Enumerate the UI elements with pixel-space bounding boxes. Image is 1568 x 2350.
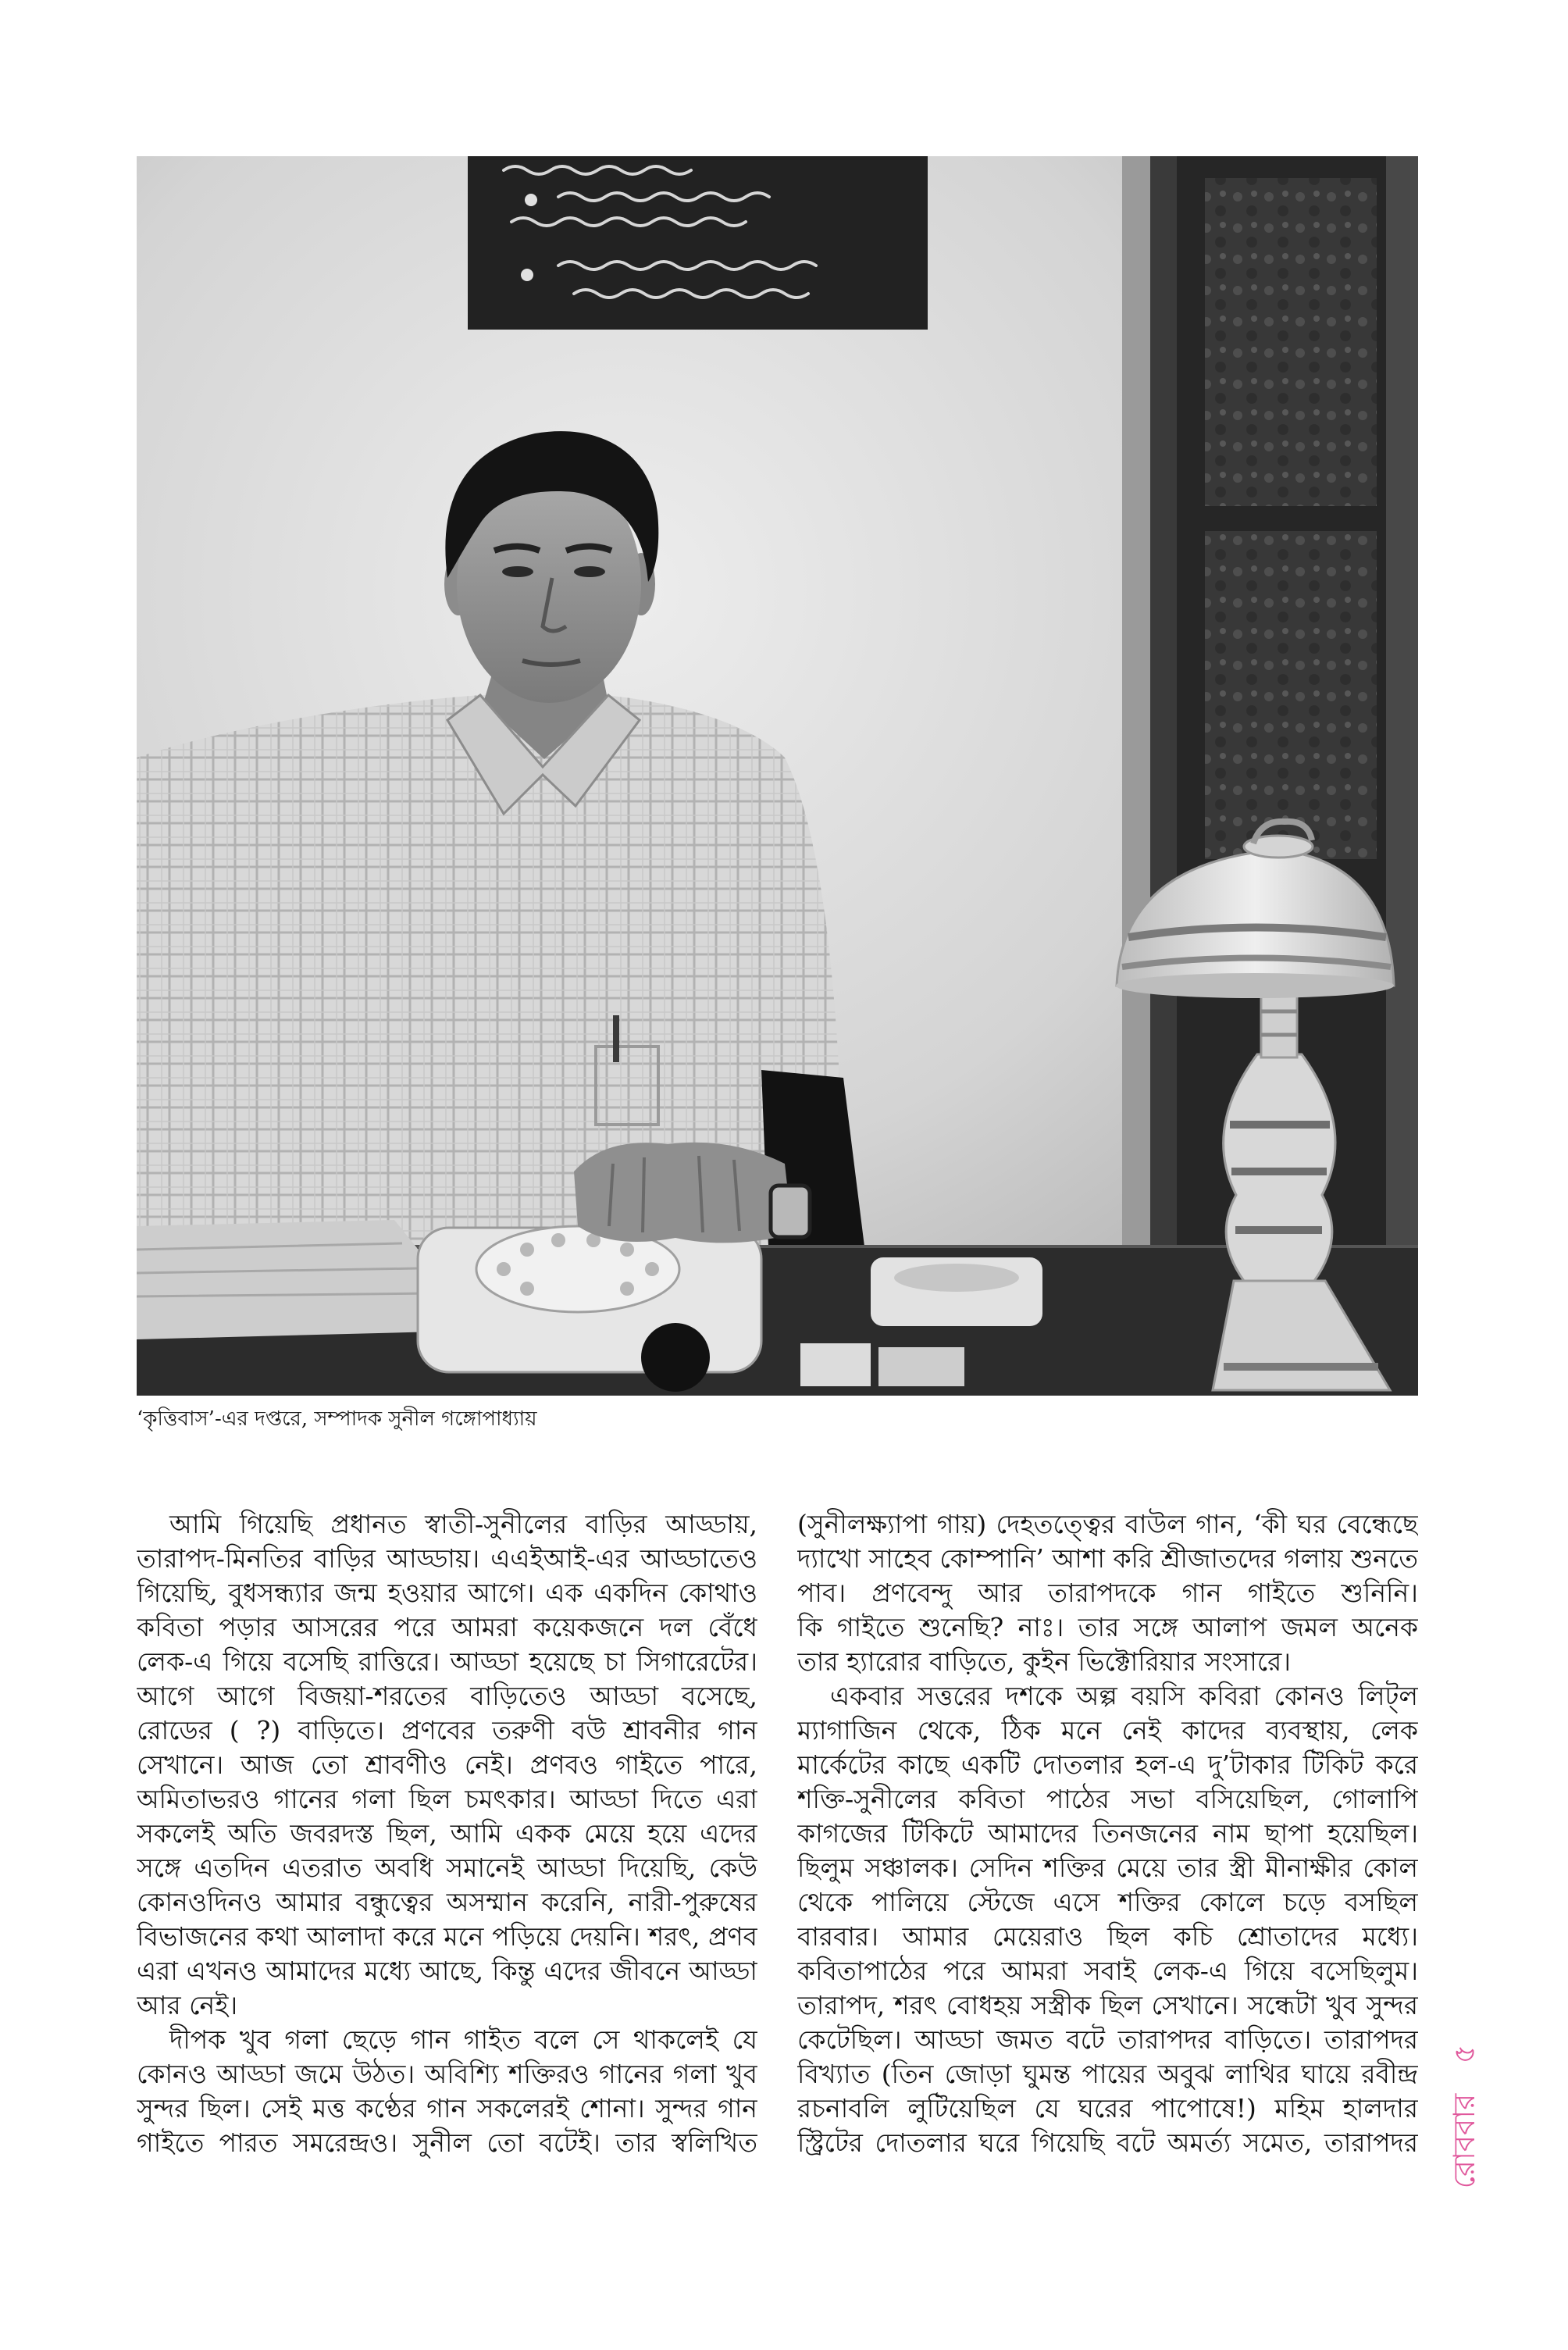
- article-line: আমি গিয়েছি প্রধানত স্বাতী-সুনীলের বাড়ির আড্ডায়,: [169, 1509, 757, 1539]
- small-boxes: [800, 1343, 964, 1386]
- telephone: [418, 1226, 761, 1372]
- article-line: বারবার। আমার মেয়েরাও ছিল কচি শ্রোতাদের মধ্যে।: [797, 1921, 1418, 1952]
- article-column-left: [137, 1507, 757, 2160]
- article-line: দীপক খুব গলা ছেড়ে গান গাইত বলে সে থাকলেই যে: [169, 2024, 757, 2055]
- article-line: শক্তি-সুনীলের কবিতা পাঠের সভা বসিয়েছিল, গোলাপি: [797, 1784, 1418, 1814]
- wristwatch: [771, 1186, 810, 1237]
- article-line: এরা এখনও আমাদের মধ্যে আছে, কিন্তু এদের জীবনে আড্ডা: [137, 1956, 757, 1986]
- article-line: কবিতা পড়ার আসরের পরে আমরা কয়েকজনে দল বেঁধে: [137, 1612, 757, 1642]
- article-line: লেক-এ গিয়ে বসেছি রাত্তিরে। আড্ডা হয়েছে চা সিগারেটের।: [137, 1646, 757, 1677]
- article-line: সুন্দর ছিল। সেই মত্ত কণ্ঠের গান সকলেরই শোনা। সুন্দর গান: [137, 2093, 757, 2124]
- article-line: তার হ্যারোর বাড়িতে, কুইন ভিক্টোরিয়ার সংসারে।: [797, 1646, 1292, 1677]
- article-line: সঙ্গে এতদিন এতরাত অবধি সমানেই আড্ডা দিয়েছি, কেউ: [137, 1853, 757, 1883]
- article-line: কোনওদিনও আমার বন্ধুত্বের অসম্মান করেনি, নারী-পুরুষের: [137, 1887, 757, 1917]
- article-line: সেখানে। আজ তো শ্রাবণীও নেই। প্রণবও গাইতে পারে,: [137, 1749, 757, 1780]
- article-line: ম্যাগাজিন থেকে, ঠিক মনে নেই কাদের ব্যবস্থায়, লেক: [797, 1715, 1418, 1746]
- paperweight: [641, 1323, 710, 1392]
- article-line: অমিতাভরও গানের গলা ছিল চমৎকার। আড্ডা দিতে এরা: [137, 1784, 757, 1814]
- article-line: ছিলুম সঞ্চালক। সেদিন শক্তির মেয়ে তার স্ত্রী মীনাক্ষীর কোল: [797, 1853, 1418, 1883]
- eye-left: [502, 566, 533, 577]
- article-line: কোনও আড্ডা জমে উঠত। অবিশ্যি শক্তিরও গানের গলা খুব: [137, 2059, 757, 2089]
- article-line: গিয়েছি, বুধসন্ধ্যার জন্ম হওয়ার আগে। এক একদিন কোথাও: [137, 1578, 757, 1608]
- article-line: কেটেছিল। আড্ডা জমত বটে তারাপদর বাড়িতে। তারাপদর: [797, 2024, 1418, 2055]
- hands: [574, 1143, 793, 1243]
- article-line: রচনাবলি লুটিয়েছিল যে ঘরের পাপোষে!) মহিম হালদার: [797, 2093, 1418, 2124]
- article-line: পাব। প্রণবেন্দু আর তারাপদকে গান গাইতে শুনিনি।: [797, 1578, 1418, 1608]
- eye-right: [574, 566, 605, 577]
- article-line: দ্যাখো সাহেব কোম্পানি’ আশা করি শ্রীজাতদের গলায় শুনতে: [797, 1543, 1418, 1574]
- article-line: একবার সত্তরের দশকে অল্প বয়সি কবিরা কোনও লিট্‌ল: [830, 1681, 1418, 1711]
- article-line: কবিতাপাঠের পরে আমরা সবাই লেক-এ গিয়ে বসেছিলুম।: [797, 1956, 1418, 1986]
- photo: [137, 156, 1418, 1396]
- article-line: মার্কেটের কাছে একটি দোতলার হল-এ দু’টাকার টিকিট করে: [797, 1749, 1418, 1780]
- folio-magazine-name: রোববার: [1447, 2093, 1481, 2189]
- article-line: (সুনীলক্ষ্যাপা গায়) দেহতত্ত্বের বাউল গান, ‘কী ঘর বেন্ধেছে: [797, 1509, 1418, 1539]
- ashtray: [871, 1257, 1042, 1326]
- article-line: রোডের ( ?) বাড়িতে। প্রণবের তরুণী বউ শ্রাবনীর গান: [137, 1715, 757, 1746]
- article-line: আগে আগে বিজয়া-শরতের বাড়িতেও আড্ডা বসেছে,: [137, 1681, 757, 1711]
- article-line: তারাপদ-মিনতির বাড়ির আড্ডায়। এএইআই-এর আড্ডাতেও: [137, 1543, 757, 1574]
- article-line: কাগজের টিকিটে আমাদের তিনজনের নাম ছাপা হয়েছিল।: [797, 1818, 1418, 1849]
- notice-board: [468, 156, 928, 330]
- photo-caption: ‘কৃত্তিবাস’-এর দপ্তরে, সম্পাদক সুনীল গঙ্গোপাধ্যায়: [137, 1407, 537, 1431]
- article-line: আর নেই।: [137, 1990, 238, 2020]
- article-column-right: [797, 1507, 1418, 2160]
- article-line: থেকে পালিয়ে স্টেজে এসে শক্তির কোলে চড়ে বসছিল: [797, 1887, 1418, 1917]
- article-line: গাইতে পারত সমরেন্দ্রও। সুনীল তো বটেই। তার স্বলিখিত: [137, 2127, 757, 2158]
- article-line: তারাপদ, শরৎ বোধহয় সস্ত্রীক ছিল সেখানে। সন্ধেটা খুব সুন্দর: [797, 1990, 1418, 2020]
- article-line: কি গাইতে শুনেছি? নাঃ। তার সঙ্গে আলাপ জমল অনেক: [797, 1612, 1418, 1642]
- article-line: বিখ্যাত (তিন জোড়া ঘুমন্ত পায়ের অবুঝ লাথির ঘায়ে রবীন্দ্র: [797, 2059, 1418, 2089]
- papers: [137, 1220, 437, 1339]
- folio-page-number: ৫: [1447, 2045, 1481, 2064]
- article-line: স্ট্রিটের দোতলার ঘরে গিয়েছি বটে অমর্ত্য সমেত, তারাপদর: [797, 2127, 1418, 2158]
- folio: [1446, 2045, 1482, 2188]
- pen: [613, 1015, 619, 1062]
- article-line: বিভাজনের কথা আলাদা করে মনে পড়িয়ে দেয়নি। শরৎ, প্রণব: [137, 1921, 757, 1952]
- article-line: সকলেই অতি জবরদস্ত ছিল, আমি একক মেয়ে হয়ে এদের: [137, 1818, 757, 1849]
